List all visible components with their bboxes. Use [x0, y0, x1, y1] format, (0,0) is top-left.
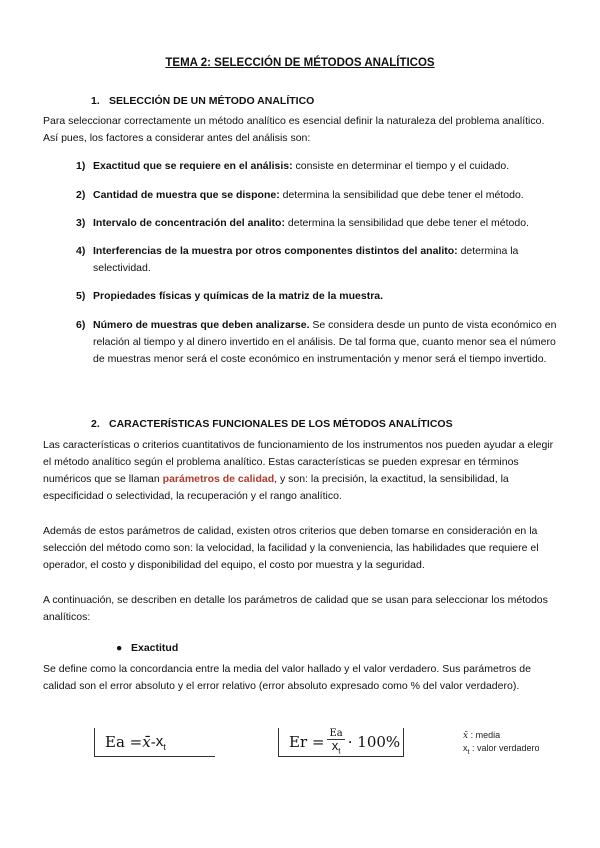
- formula-legend: [463, 729, 540, 759]
- p1-text-a: Las características o criterios cuantitativos de funcionamiento de los instrumentos nos pueden ayudar a elegir el método analítico según el problema analítico. Estas características se pueden expresar en términos numéricos que se llaman: [43, 439, 554, 485]
- list-item-number: 3): [76, 217, 86, 229]
- list-item: [76, 187, 561, 204]
- formula-ea-x: x: [155, 732, 164, 750]
- list-item: [76, 215, 561, 232]
- list-item-text: determina la sensibilidad que debe tener el método.: [279, 189, 524, 201]
- legend-xbar-symbol: x̄: [463, 731, 469, 741]
- list-item-text: Se considera desde un punto de vista económico en relación al tiempo y al dinero invertido en el análisis. De tal forma que, cuanto menor sea el número de muestras menor será el coste económico en instrumentación y menor será el tiempo invertido.: [93, 319, 557, 365]
- legend-xbar-text: : media: [468, 730, 501, 740]
- list-item-bold: Intervalo de concentración del analito:: [93, 217, 285, 229]
- list-item-text: consiste en determinar el tiempo y el cuidado.: [292, 160, 510, 172]
- quality-parameters-highlight: parámetros de calidad: [162, 473, 275, 485]
- list-item: [76, 288, 561, 305]
- list-item-bold: Número de muestras que deben analizarse.: [93, 319, 310, 331]
- section1-intro: Para seleccionar correctamente un método analítico es esencial definir la naturaleza del problema analítico. Así pues, los factores a considerar antes del análisis son:: [43, 115, 545, 144]
- section2-paragraph-2: Además de estos parámetros de calidad, existen otros criterios que deben tomarse en consideración en la selección del método como son: la velocidad, la facilidad y la conveniencia, las habilidades que requiere el operador, el costo y disponibilidad del equipo, el costo por muestra y la seguridad.: [43, 525, 539, 571]
- formula-ea-lhs: Ea =: [105, 733, 143, 751]
- bullet-item: [116, 642, 178, 654]
- legend-xt-sub: t: [467, 748, 470, 756]
- bullet-icon: ●: [116, 642, 123, 654]
- section2-paragraph-4: Se define como la concordancia entre la media del valor hallado y el valor verdadero. Sus parámetros de calidad son el error absoluto y el error relativo (error absoluto expresado como % del valor verdadero).: [43, 663, 531, 692]
- section1-heading-text: SELECCIÓN DE UN MÉTODO ANALÍTICO: [109, 95, 315, 107]
- section2-heading-text: CARACTERÍSTICAS FUNCIONALES DE LOS MÉTODOS ANALÍTICOS: [109, 418, 453, 430]
- formula-ea-minus: -: [150, 733, 156, 751]
- section2-paragraph-3: A continuación, se describen en detalle los parámetros de calidad que se usan para seleccionar los métodos analíticos:: [43, 594, 548, 623]
- list-item-bold: Cantidad de muestra que se dispone:: [93, 189, 280, 201]
- list-item-bold: Propiedades físicas y químicas de la matriz de la muestra.: [93, 290, 384, 302]
- list-item-number: 4): [76, 245, 86, 257]
- formula-er-numerator: Ea: [329, 727, 343, 739]
- relative-error-formula: [278, 728, 404, 757]
- formula-er-fraction: [327, 728, 344, 757]
- section1-heading: [91, 95, 314, 107]
- absolute-error-formula: [94, 728, 215, 757]
- legend-xt-text: : valor verdadero: [469, 743, 540, 753]
- legend-mean: [463, 729, 540, 742]
- legend-xt-symbol: x: [463, 743, 468, 753]
- legend-true-value: [463, 742, 540, 759]
- formula-ea-sub: t: [163, 741, 166, 752]
- formula-er-lhs: Er =: [289, 733, 325, 751]
- formula-er-den-sub: t: [338, 746, 341, 756]
- list-item-number: 1): [76, 160, 86, 172]
- p1-text-b: , y son: la precisión, la exactitud, la sensibilidad, la especificidad o selectividad, la recuperación y el rango analítico.: [43, 473, 509, 502]
- list-item-text: determina la sensibilidad que debe tener el método.: [284, 217, 529, 229]
- document-title: TEMA 2: SELECCIÓN DE MÉTODOS ANALÍTICOS: [165, 57, 435, 69]
- list-item-number: 5): [76, 290, 86, 302]
- formula-er-den-x: x: [331, 737, 339, 753]
- list-item-number: 2): [76, 189, 86, 201]
- formula-er-rhs: · 100%: [347, 733, 401, 751]
- list-item-number: 6): [76, 319, 86, 331]
- list-item-bold: Exactitud que se requiere en el análisis:: [93, 160, 293, 172]
- bullet-text: Exactitud: [131, 642, 179, 654]
- list-item-text: determina la selectividad.: [93, 245, 519, 274]
- section2-paragraph-1: [43, 437, 558, 505]
- list-item: [76, 243, 561, 277]
- list-item: [76, 158, 561, 175]
- section2-number: 2.: [91, 418, 100, 430]
- section1-number: 1.: [91, 95, 100, 107]
- formula-ea-xt: [156, 733, 166, 752]
- formula-er-denominator: [331, 737, 341, 757]
- section2-heading: [91, 418, 453, 430]
- formula-ea-xbar: x̄: [142, 733, 151, 751]
- list-item-bold: Interferencias de la muestra por otros componentes distintos del analito:: [93, 245, 458, 257]
- list-item: [76, 317, 561, 368]
